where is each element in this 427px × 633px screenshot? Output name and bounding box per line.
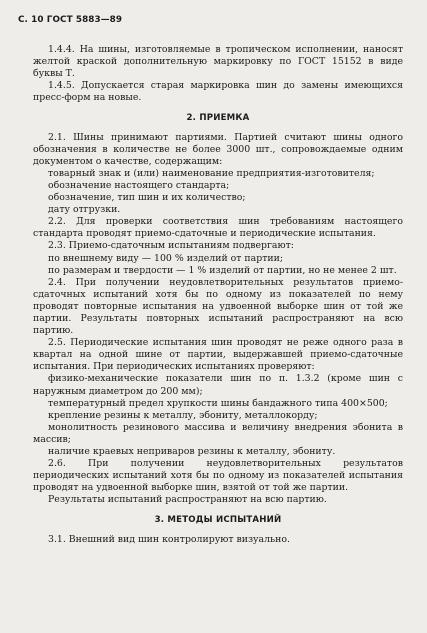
paragraph-1-4-5: 1.4.5. Допускается старая маркировка шин до замены имеющихся пресс-форм на новые. (33, 80, 403, 104)
list-item-monolithic: монолитность резинового массива и величину внедрения эбонита в массив; (33, 421, 403, 445)
paragraph-2-6: 2.6. При получении неудовлетворительных результатов периодических испытаний хотя бы по одному из показателей испытания проводят на удвоенной выборке шин, взятой от той же партии. (33, 458, 403, 494)
list-item-physical-mechanical: физико-механические показатели шин по п. 1.3.2 (кроме шин с наружным диаметром до 200 мм); (33, 373, 403, 397)
document-body (33, 44, 403, 546)
list-item-brittleness: температурный предел хрупкости шины бандажного типа 400×500; (48, 397, 388, 409)
paragraph-1-4-4: 1.4.4. На шины, изготовляемые в тропическом исполнении, наносят желтой краской дополнительную маркировку по ГОСТ 15152 в виде буквы Т. (33, 44, 403, 80)
paragraph-2-6-results: Результаты испытаний распространяют на всю партию. (48, 494, 327, 506)
list-item-standard: обозначение настоящего стандарта; (48, 179, 230, 191)
paragraph-2-3: 2.3. Приемо-сдаточным испытаниям подвергают: (48, 240, 294, 252)
paragraph-2-2: 2.2. Для проверки соответствия шин требованиям настоящего стандарта проводят приемо-сдаточные и периодические испытания. (33, 216, 403, 240)
paragraph-2-1: 2.1. Шины принимают партиями. Партией считают шины одного обозначения в количестве не более 3000 шт., сопровождаемые одним документом о качестве, содержащим: (33, 131, 403, 167)
paragraph-3-1: 3.1. Внешний вид шин контролируют визуально. (48, 533, 290, 545)
list-item-trademark: товарный знак и (или) наименование предприятия-изготовителя; (48, 167, 375, 179)
list-item-shipment-date: дату отгрузки. (48, 204, 121, 216)
list-item-edge-defects: наличие краевых неприваров резины к металлу, эбониту. (48, 446, 336, 457)
section-heading-test-methods: 3. МЕТОДЫ ИСПЫТАНИЙ (154, 515, 282, 526)
list-item-appearance: по внешнему виду — 100 % изделий от партии; (48, 252, 283, 264)
section-heading-acceptance: 2. ПРИЕМКА (186, 113, 250, 124)
list-item-bonding: крепление резины к металлу, эбониту, металлокорду; (48, 409, 318, 421)
paragraph-2-5: 2.5. Периодические испытания шин проводят не реже одного раза в квартал на одной шине от партии, выдержавшей приемо-сдаточные испытания. При периодических испытаниях проверяют: (33, 337, 403, 373)
running-header: С. 10 ГОСТ 5883—89 (18, 15, 123, 25)
list-item-designation: обозначение, тип шин и их количество; (48, 192, 246, 204)
list-item-dimensions: по размерам и твердости — 1 % изделий от партии, но не менее 2 шт. (48, 264, 397, 276)
paragraph-2-4: 2.4. При получении неудовлетворительных результатов приемо-сдаточных испытаний хотя бы по одному из показателей по нему проводят повторные испытания на удвоенной выборке шин от той же партии. Результаты повторных испытаний распространяют на всю партию. (33, 276, 403, 337)
